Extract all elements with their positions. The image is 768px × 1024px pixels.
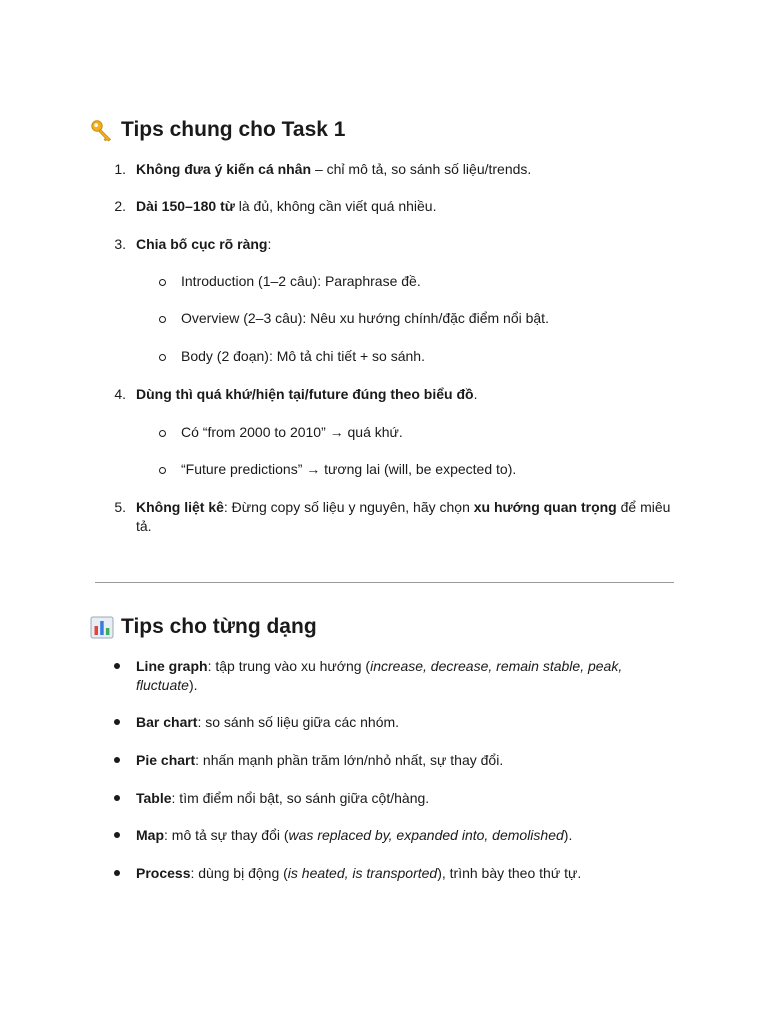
list-item-text: ), trình bày theo thứ tự. (437, 865, 582, 881)
bullet (114, 870, 120, 876)
list-item-text: ). (563, 827, 573, 843)
sub-bullet (159, 279, 166, 286)
list-item-bold: Line graph (136, 658, 208, 674)
list-item-bold: Bar chart (136, 714, 198, 730)
sub-list-item: Body (2 đoạn): Mô tả chi tiết + so sánh. (181, 348, 425, 364)
list-item-bold: Table (136, 790, 172, 806)
bullet (114, 663, 120, 669)
list-item-bold: xu hướng quan trọng (473, 499, 617, 515)
list-item (136, 235, 271, 254)
list-item (136, 826, 572, 845)
list-item (136, 160, 531, 179)
list-number: 4. (114, 386, 126, 402)
list-item-italic: is heated, is transported (287, 865, 438, 881)
list-item-bold: Process (136, 865, 191, 881)
list-item-text: . (473, 386, 478, 402)
key-icon (90, 118, 114, 142)
sub-bullet (159, 354, 166, 361)
list-item (136, 498, 672, 536)
horizontal-divider (95, 582, 674, 583)
list-item-text: : Đừng copy số liệu y nguyên, hãy chọn (223, 499, 474, 515)
list-item (136, 751, 503, 770)
list-number: 1. (114, 161, 126, 177)
list-item-bold: Không liệt kê (136, 499, 224, 515)
list-item-italic: was replaced by, expanded into, demolished (288, 827, 564, 843)
list-number: 2. (114, 198, 126, 214)
list-item-bold: Pie chart (136, 752, 196, 768)
list-item-bold: Không đưa ý kiến cá nhân (136, 161, 312, 177)
list-item (136, 789, 429, 808)
list-item-bold: Dài 150–180 từ (136, 198, 235, 214)
list-item (136, 864, 581, 883)
list-item-text: để miêu tả. (136, 499, 671, 534)
list-item-text: – chỉ mô tả, so sánh số liệu/trends. (311, 161, 532, 177)
list-item-italic: increase, decrease, remain stable, peak, fluctuate (136, 658, 623, 693)
list-item-text: : tìm điểm nổi bật, so sánh giữa cột/hàng. (171, 790, 430, 806)
section-heading-general-tips (90, 117, 345, 143)
bullet (114, 795, 120, 801)
list-number: 3. (114, 236, 126, 252)
bullet (114, 719, 120, 725)
list-item-text: : mô tả sự thay đổi ( (164, 827, 289, 843)
sub-list-item: Có “from 2000 to 2010” → quá khứ. (181, 424, 403, 440)
list-item (136, 197, 436, 216)
list-item-text: : (267, 236, 272, 252)
list-item-bold: Chia bố cục rõ ràng (136, 236, 268, 252)
sub-bullet (159, 467, 166, 474)
list-item-text: là đủ, không cần viết quá nhiều. (234, 198, 437, 214)
list-number: 5. (114, 499, 126, 515)
bar-chart-icon (90, 615, 114, 639)
sub-list-item: Overview (2–3 câu): Nêu xu hướng chính/đặc điểm nổi bật. (181, 310, 549, 326)
section-heading-type-tips (90, 614, 317, 640)
list-item (136, 713, 399, 732)
section-title: Tips cho từng dạng (121, 615, 317, 638)
list-item (136, 657, 636, 695)
section-title: Tips chung cho Task 1 (121, 118, 346, 141)
list-item (136, 385, 477, 404)
sub-list-item: Introduction (1–2 câu): Paraphrase đề. (181, 273, 421, 289)
sub-bullet (159, 316, 166, 323)
sub-list-item: “Future predictions” → tương lai (will, be expected to). (181, 461, 517, 477)
list-item-text: : dùng bị động ( (190, 865, 288, 881)
list-item-bold: Map (136, 827, 164, 843)
list-item-text: : nhấn mạnh phần trăm lớn/nhỏ nhất, sự thay đổi. (195, 752, 504, 768)
bullet (114, 757, 120, 763)
bullet (114, 832, 120, 838)
list-item-bold: Dùng thì quá khứ/hiện tại/future đúng theo biểu đồ (136, 386, 474, 402)
sub-bullet (159, 430, 166, 437)
list-item-text: : so sánh số liệu giữa các nhóm. (197, 714, 400, 730)
list-item-text: ). (188, 677, 198, 693)
list-item-text: : tập trung vào xu hướng ( (207, 658, 371, 674)
